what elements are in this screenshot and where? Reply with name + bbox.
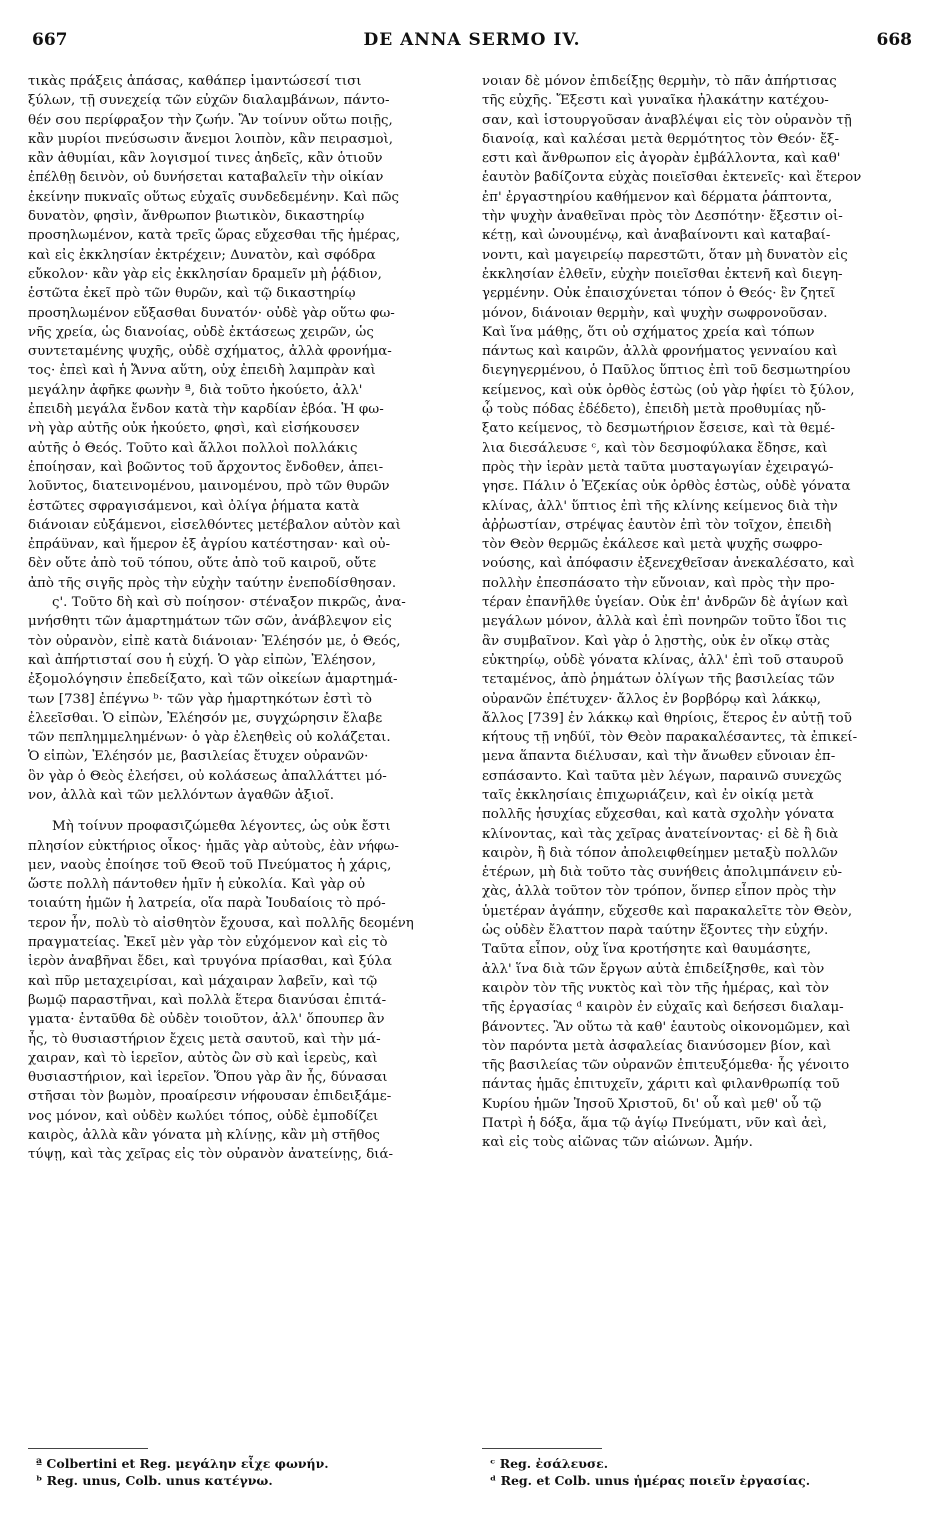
- text-line: ὡς οὐδὲν ἔλαττον παρὰ ταύτην ἕξοντες τὴν εὐχήν.: [482, 923, 829, 939]
- text-line: κἂν ἀθυμίαι, κἂν λογισμοί τινες ἀηδεῖς, κἂν ὁτιοῦν: [28, 151, 383, 167]
- text-line: ἱερὸν ἀναβῆναι ἔδει, καὶ τρυγόνα πρίασθαι, καὶ ξύλα: [28, 954, 392, 970]
- text-line: καιρὸς, ἀλλὰ κἂν γόνατα μὴ κλίνῃς, κἂν μὴ στῆθος: [28, 1128, 380, 1144]
- text-line: ἐκκλησίαν ἐλθεῖν, εὐχὴν ποιεῖσθαι ἐκτενῆ καὶ διεγη-: [482, 266, 843, 282]
- text-line: μεν, ναοὺς ἐποίησε τοῦ Θεοῦ τοῦ Πνεύματος ἡ χάρις,: [28, 857, 392, 873]
- text-line: καὶ εἰς ἐκκλησίαν ἐκτρέχειν; Δυνατὸν, καὶ σφόδρα: [28, 247, 376, 263]
- text-line: τοιαύτη ἡμῶν ἡ λατρεία, οἵα παρὰ Ἰουδαίοις τὸ πρό-: [28, 896, 386, 912]
- text-line: τὴν ψυχὴν ἀναθεῖναι πρὸς τὸν Δεσπότην· ἔξεστιν οἰ-: [482, 209, 843, 225]
- text-line: στῆσαι τὸν βωμὸν, προαίρεσιν νήφουσαν ἐπιδειξάμε-: [28, 1089, 392, 1105]
- text-line: Πατρὶ ἡ δόξα, ἅμα τῷ ἁγίῳ Πνεύματι, νῦν καὶ ἀεὶ,: [482, 1116, 827, 1132]
- text-line: ἦς, τὸ θυσιαστήριον ἔχεις μετὰ σαυτοῦ, καὶ τὴν μά-: [28, 1031, 381, 1047]
- text-line: ξύλων, τῇ συνεχείᾳ τῶν εὐχῶν διαλαμβάνων, πάντο-: [28, 93, 390, 109]
- text-line: των [738] ἐπέγνω ᵇ· τῶν γὰρ ἡμαρτηκότων ἐστὶ τὸ: [28, 691, 372, 707]
- right-text-column: [482, 72, 914, 1153]
- text-line: νοντι, καὶ μαγειρείῳ παρεστῶτι, ὅταν μὴ δυνατὸν εἰς: [482, 247, 848, 263]
- text-line: νούσης, καὶ ἀπόφασιν ἐξενεχθεῖσαν ἀνεκαλέσατο, καὶ: [482, 556, 855, 572]
- text-line: νῆς χρεία, ὡς διανοίας, οὐδὲ ἐκτάσεως χειρῶν, ὡς: [28, 324, 374, 340]
- text-line: ἀλλ' ἵνα διὰ τῶν ἔργων αὐτὰ ἐπιδείξησθε, καὶ τὸν: [482, 961, 825, 977]
- footnotes-left: [36, 1455, 456, 1489]
- text-line: κήτους τῇ νηδύϊ, τὸν Θεὸν παρακαλέσαντες, τὰ ἐπικεί-: [482, 730, 858, 746]
- text-line: τικὰς πράξεις ἁπάσας, καθάπερ ἱμαντώσεσί τισι: [28, 74, 362, 89]
- text-line: γματα· ἐνταῦθα δὲ οὐδὲν τοιοῦτον, ἀλλ' ὅπουπερ ἂν: [28, 1012, 385, 1028]
- text-line: πρὸς τὴν ἱερὰν μετὰ ταῦτα μυσταγωγίαν ἐχειραγώ-: [482, 459, 834, 475]
- text-line: μενα ἅπαντα διέλυσαν, καὶ τὴν ἄνωθεν εὔνοιαν ἐπ-: [482, 749, 836, 765]
- text-line: Ταῦτα εἶπον, οὐχ ἵνα κροτήσητε καὶ θαυμάσητε,: [482, 942, 811, 958]
- text-line: καὶ εἰς τοὺς αἰῶνας τῶν αἰώνων. Ἀμήν.: [482, 1135, 753, 1151]
- text-line: γησε. Πάλιν ὁ Ἐζεκίας οὐκ ὀρθὸς ἑστὼς, οὐδὲ γόνατα: [482, 479, 851, 495]
- text-line: ἐκείνην πυκναῖς οὕτως εὐχαῖς συνδεδεμένην. Καὶ πῶς: [28, 189, 399, 205]
- left-page-number: 667: [32, 30, 68, 50]
- text-line: τὸν παρόντα μετὰ ἀσφαλείας διανύσομεν βίον, καὶ: [482, 1038, 832, 1054]
- text-line: λια διεσάλευσε ᶜ, καὶ τὸν δεσμοφύλακα ἔδησε, καὶ: [482, 440, 828, 456]
- text-line: βάνοντες. Ἂν οὕτω τὰ καθ' ἑαυτοὺς οἰκονομῶμεν, καὶ: [482, 1019, 851, 1035]
- text-line: δὲν οὔτε ἀπὸ τοῦ τόπου, οὔτε ἀπὸ τοῦ καιροῦ, οὔτε: [28, 556, 377, 572]
- text-line: τερον ἦν, πολὺ τὸ αἰσθητὸν ἔχουσα, καὶ πολλῆς δεομένη: [28, 915, 414, 931]
- text-line: μεγάλων μόνον, ἀλλὰ καὶ ἐπὶ πονηρῶν τοῦτο ἴδοι τις: [482, 614, 847, 630]
- text-line: διανοίᾳ, καὶ καλέσαι μετὰ θερμότητος τὸν Θεόν· ἔξ-: [482, 131, 840, 147]
- text-line: λοῦντος, διατεινομένου, μαινομένου, πρὸ τῶν θυρῶν: [28, 479, 390, 495]
- text-line: βωμῷ παραστῆναι, καὶ πολλὰ ἕτερα διανύσαι ἐπιτά-: [28, 992, 387, 1008]
- text-line: προσηλωμένον, κατὰ τρεῖς ὥρας εὔχεσθαι τῆς ἡμέρας,: [28, 228, 401, 244]
- text-line: πλησίον εὐκτήριος οἶκος· ἡμᾶς γὰρ αὐτοὺς, ἐὰν νήφω-: [28, 838, 399, 854]
- text-line: ταῖς ἐκκλησίαις ἐπιχωριάζειν, καὶ ἐν οἰκίᾳ μετὰ: [482, 787, 814, 803]
- text-line: ἀῤῥωστίαν, στρέψας ἑαυτὸν ἐπὶ τὸν τοῖχον, ἐπειδὴ: [482, 517, 832, 533]
- running-title: DE ANNA SERMO IV.: [363, 30, 581, 50]
- text-line: νος μόνον, καὶ οὐδὲν κωλύει τόπος, οὐδὲ ἐμποδίζει: [28, 1108, 379, 1124]
- text-line: οὐρανῶν ἐπέτυχεν· ἄλλος ἐν βορβόρῳ καὶ λάκκῳ,: [482, 691, 822, 707]
- text-line: καὶ ἀπήρτισταί σου ἡ εὐχή. Ὁ γὰρ εἰπὼν, Ἐλέησον,: [28, 652, 376, 668]
- text-line: ὑμετέραν ἀγάπην, εὔχεσθε καὶ παρακαλεῖτε τὸν Θεὸν,: [482, 903, 853, 919]
- footnotes-right: [490, 1455, 910, 1489]
- text-line: γερμένην. Οὐκ ἐπαισχύνεται τόπον ὁ Θεός· ἓν ζητεῖ: [482, 286, 836, 302]
- text-line: χὰς, ἀλλὰ τοῦτον τὸν τρόπον, ὅνπερ εἶπον πρὸς τὴν: [482, 884, 837, 900]
- text-line: ἐπέλθῃ δεινὸν, οὐ δυνήσεται καταβαλεῖν τὴν οἰκίαν: [28, 170, 384, 186]
- text-line: καιρὸν τὸν τῆς νυκτὸς καὶ τὸν τῆς ἡμέρας, καὶ τὸν: [482, 980, 830, 996]
- text-line: κλίνας, ἀλλ' ὕπτιος ἐπὶ τῆς κλίνης κείμενος διὰ τὴν: [482, 498, 838, 514]
- text-line: θυσιαστήριον, καὶ ἱερεῖον. Ὅπου γὰρ ἂν ἦς, δύνασαι: [28, 1070, 388, 1086]
- text-line: ἐπειδὴ μεγάλα ἔνδον κατὰ τὴν καρδίαν ἐβόα. Ἡ φω-: [28, 402, 384, 418]
- text-line: ἑστῶτα ἐκεῖ πρὸ τῶν θυρῶν, καὶ τῷ δικαστηρίῳ: [28, 286, 356, 302]
- text-line: νοιαν δὲ μόνον ἐπιδείξῃς θερμὴν, τὸ πᾶν ἀπήρτισας: [482, 74, 837, 89]
- text-line: πραγματείας. Ἐκεῖ μὲν γὰρ τὸν εὐχόμενον καὶ εἰς τὸ: [28, 935, 388, 951]
- text-line: τεταμένος, ἀπὸ ῥημάτων ὀλίγων τῆς βασιλείας τῶν: [482, 672, 835, 688]
- text-line: ἐποίησαν, καὶ βοῶντος τοῦ ἄρχοντος ἔνδοθεν, ἀπει-: [28, 459, 384, 475]
- text-line: νὴ γὰρ αὐτῆς οὐκ ἠκούετο, φησὶ, καὶ εἰσήκουσεν: [28, 421, 360, 437]
- text-line: Ὁ εἰπὼν, Ἐλέησόν με, βασιλείας ἔτυχεν οὐρανῶν·: [28, 749, 369, 765]
- text-line: ἐπ' ἐργαστηρίου καθήμενον καὶ δέρματα ῥάπτοντα,: [482, 189, 833, 205]
- text-line: τὸν Θεὸν θερμῶς ἐκάλεσε καὶ μετὰ ψυχῆς σωφρο-: [482, 537, 823, 553]
- text-line: συντεταμένης ψυχῆς, οὐδὲ σχήματος, ἀλλὰ φρονήμα-: [28, 344, 392, 360]
- text-line: εσπάσαντο. Καὶ ταῦτα μὲν λέγων, παραινῶ συνεχῶς: [482, 768, 842, 784]
- text-line: Μὴ τοίνυν προφασιζώμεθα λέγοντες, ὡς οὐκ ἔστι: [52, 819, 391, 835]
- text-line: κείμενος, καὶ οὐκ ὀρθὸς ἑστὼς (οὐ γὰρ ἠφίει τὸ ξύλον,: [482, 382, 855, 398]
- text-line: ἀπὸ τῆς σιγῆς πρὸς τὴν εὐχὴν ταύτην ἐνεποδίσθησαν.: [28, 575, 397, 591]
- text-line: χαιραν, καὶ τὸ ἱερεῖον, αὐτὸς ὢν σὺ καὶ ἱερεὺς, καὶ: [28, 1050, 378, 1066]
- text-line: ἐλεεῖσθαι. Ὁ εἰπὼν, Ἐλέησόν με, συγχώρησιν ἔλαβε: [28, 710, 383, 726]
- footnote-rule-right: [482, 1448, 602, 1449]
- text-line: κλίνοντας, καὶ τὰς χεῖρας ἀνατείνοντας· εἰ δὲ ἢ διὰ: [482, 826, 839, 842]
- text-line: ὃν γὰρ ὁ Θεὸς ἐλεήσει, οὐ κολάσεως ἀπαλλάττει μό-: [28, 768, 387, 784]
- text-line: μόνον, διάνοιαν θερμὴν, καὶ ψυχὴν σωφρονοῦσαν.: [482, 305, 828, 321]
- text-line: ὥστε πολλὴ πάντοθεν ἡμῖν ἡ εὐκολία. Καὶ γὰρ οὐ: [28, 877, 366, 893]
- text-line: μνήσθητι τῶν ἁμαρτημάτων τῶν σῶν, ἀνάβλεψον εἰς: [28, 614, 392, 630]
- text-line: πολλὴν ἐπεσπάσατο τὴν εὔνοιαν, καὶ πρὸς τὴν προ-: [482, 575, 835, 591]
- text-line: εστι καὶ ἄνθρωπον εἰς ἀγορὰν ἐμβάλλοντα, καὶ καθ': [482, 151, 841, 167]
- footnote: ᶜ Reg. ἐσάλευσε.: [490, 1456, 609, 1471]
- footnote: ᵇ Reg. unus, Colb. unus κατέγνω.: [36, 1473, 273, 1488]
- text-line: μεγάλην ἀφῆκε φωνὴν ª, διὰ τοῦτο ἠκούετο, ἀλλ': [28, 382, 363, 398]
- left-text-column: [28, 72, 461, 1165]
- text-line: ἑαυτὸν βαδίζοντα εὐχὰς ποιεῖσθαι ἐκτενεῖς· καὶ ἕτερον: [482, 170, 862, 186]
- footnote: ª Colbertini et Reg. μεγάλην εἶχε φωνήν.: [36, 1456, 329, 1471]
- text-line: εὐκτηρίῳ, οὐδὲ γόνατα κλίνας, ἀλλ' ἐπὶ τοῦ σταυροῦ: [482, 652, 844, 668]
- text-line: τῆς βασιλείας τῶν οὐρανῶν ἐπιτευξόμεθα· ἧς γένοιτο: [482, 1058, 850, 1074]
- text-line: ξατο κείμενος, τὸ δεσμωτήριον ἔσεισε, καὶ τὰ θεμέ-: [482, 421, 835, 437]
- text-line: διάνοιαν εὐξάμενοι, εἰσελθόντες μετέβαλον αὐτὸν καὶ: [28, 517, 401, 533]
- text-line: καιρὸν, ἢ διὰ τόπον ἀπολειφθείημεν μεταξὺ πολλῶν: [482, 845, 838, 861]
- text-line: κέτῃ, καὶ ὠνουμένῳ, καὶ ἀναβαίνοντι καὶ καταβαί-: [482, 228, 831, 244]
- text-line: Κυρίου ἡμῶν Ἰησοῦ Χριστοῦ, δι' οὗ καὶ μεθ' οὗ τῷ: [482, 1096, 822, 1112]
- text-line: τῶν πεπλημμελημένων· ὁ γὰρ ἐλεηθεὶς οὐ κολάζεται.: [28, 730, 391, 746]
- text-line: Καὶ ἵνα μάθῃς, ὅτι οὐ σχήματος χρεία καὶ τόπων: [482, 324, 815, 340]
- text-line: πολλῆς ἡσυχίας εὔχεσθαι, καὶ κατὰ σχολὴν γόνατα: [482, 807, 835, 823]
- text-line: αὐτῆς ὁ Θεός. Τοῦτο καὶ ἄλλοι πολλοὶ πολλάκις: [28, 440, 358, 456]
- text-line: ἄλλος [739] ἐν λάκκῳ καὶ θηρίοις, ἕτερος ἐν αὐτῇ τοῦ: [482, 710, 852, 726]
- text-line: ἐξομολόγησιν ἐπεδείξατο, καὶ τῶν οἰκείων ἁμαρτημά-: [28, 672, 398, 688]
- text-line: προσηλωμένον εὔξασθαι δυνατόν· οὐδὲ γὰρ οὕτω φω-: [28, 305, 395, 321]
- text-line: πάντας ἡμᾶς ἐπιτυχεῖν, χάριτι καὶ φιλανθρωπίᾳ τοῦ: [482, 1077, 840, 1093]
- text-line: ἐπράϋναν, καὶ ἥμερον ἐξ ἀγρίου κατέστησαν· καὶ οὐ-: [28, 537, 391, 553]
- text-line: τῆς εὐχῆς. Ἔξεστι καὶ γυναῖκα ἠλακάτην κατέχου-: [482, 93, 829, 109]
- footnote: ᵈ Reg. et Colb. unus ἡμέρας ποιεῖν ἐργασίας.: [490, 1473, 811, 1488]
- text-line: ἑστῶτες σφραγισάμενοι, καὶ ὀλίγα ῥήματα κατὰ: [28, 498, 360, 514]
- text-line: τύψῃ, καὶ τὰς χεῖρας εἰς τὸν οὐρανὸν ἀνατείνῃς, διά-: [28, 1147, 394, 1163]
- right-page-number: 668: [876, 30, 912, 50]
- text-line: εὔκολον· κἂν γὰρ εἰς ἐκκλησίαν δραμεῖν μὴ ῥᾴδιον,: [28, 266, 382, 282]
- text-line: κἂν μυρίοι πνεύσωσιν ἄνεμοι λοιπὸν, κἂν πειρασμοὶ,: [28, 131, 394, 147]
- text-line: σαν, καὶ ἱστουργοῦσαν ἀναβλέψαι εἰς τὸν οὐρανὸν τῇ: [482, 112, 852, 128]
- text-line: πάντως καὶ καιρῶν, ἀλλὰ φρονήματος γενναίου καὶ: [482, 344, 838, 360]
- text-line: νον, ἀλλὰ καὶ τῶν μελλόντων ἀγαθῶν ἀξιοῖ.: [28, 787, 335, 803]
- text-line: ᾧ τοὺς πόδας ἐδέδετο), ἐπειδὴ μετὰ προθυμίας ηὔ-: [482, 402, 826, 418]
- text-line: δυνατὸν, φησὶν, ἄνθρωπον βιωτικὸν, δικαστηρίῳ: [28, 209, 365, 225]
- text-line: τὸν οὐρανὸν, εἰπὲ κατὰ διάνοιαν· Ἐλέησόν με, ὁ Θεός,: [28, 633, 401, 649]
- text-line: διεγηγερμένου, ὁ Παῦλος ὕπτιος ἐπὶ τοῦ δεσμωτηρίου: [482, 363, 851, 379]
- text-line: καὶ πῦρ μεταχειρίσαι, καὶ μάχαιραν λαβεῖν, καὶ τῷ: [28, 973, 378, 989]
- text-line: τῆς ἐργασίας ᵈ καιρὸν ἐν εὐχαῖς καὶ δεήσεσι διαλαμ-: [482, 1000, 844, 1016]
- footnote-rule-left: [28, 1448, 148, 1449]
- text-line: ἂν συμβαῖνον. Καὶ γὰρ ὁ λῃστὴς, οὐκ ἐν οἴκῳ στὰς: [482, 633, 830, 649]
- text-line: θέν σου περίφραξον τὴν ζωήν. Ἂν τοίνυν οὕτω ποιῇς,: [28, 112, 393, 128]
- text-line: τέραν ἐπανῆλθε ὑγείαν. Οὐκ ἐπ' ἀνδρῶν δὲ ἁγίων καὶ: [482, 595, 849, 611]
- text-line: τος· ἐπεὶ καὶ ἡ Ἄννα αὕτη, οὐχ ἐπειδὴ λαμπρὰν καὶ: [28, 363, 376, 379]
- text-line: ς'. Τοῦτο δὴ καὶ σὺ ποίησον· στέναξον πικρῶς, ἀνα-: [52, 595, 406, 611]
- text-line: ἑτέρων, μὴ διὰ τοῦτο τὰς συνήθεις ἀπολιμπάνειν εὐ-: [482, 865, 843, 881]
